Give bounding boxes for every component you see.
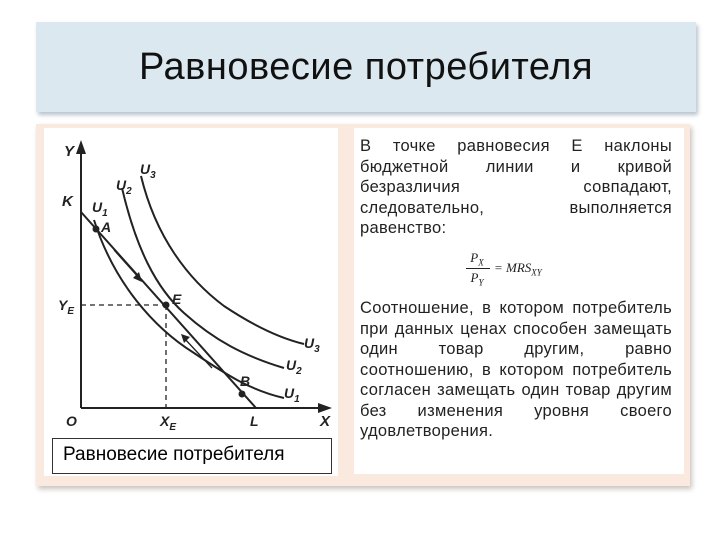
y-axis-arrow xyxy=(76,140,86,154)
title-bar xyxy=(36,22,696,112)
u2-right-label: $U_2$ xyxy=(286,357,302,377)
axis-y-label: Y xyxy=(64,143,75,160)
point-b-label: B xyxy=(240,373,251,389)
point-e-label: E xyxy=(172,291,182,307)
u3-top-label: $U_3$ xyxy=(140,161,156,181)
point-a-marker xyxy=(93,226,100,233)
u1-top-label: $U_1$ xyxy=(92,199,108,219)
paragraph-substitution: Соотношение, в котором потребитель при данных ценах способен замещать один товар другим, равно соотношению, в котором потребитель согласен замещать один товар другим без изменения уровня своего удовлетворения. xyxy=(360,299,672,440)
u1-right-label: $U_1$ xyxy=(284,385,300,405)
ye-label: $Y_E$ xyxy=(58,297,75,317)
point-b-marker xyxy=(239,391,246,398)
xe-label: $X_E$ xyxy=(160,413,177,433)
fraction-bar xyxy=(466,268,490,269)
x-axis-arrow xyxy=(318,403,332,413)
origin-label: O xyxy=(66,413,77,429)
u3-right-label: $U_3$ xyxy=(304,335,320,355)
indifference-curve-figure xyxy=(44,128,338,476)
text-panel xyxy=(354,128,684,474)
figure-svg xyxy=(44,128,338,476)
mrs-formula xyxy=(462,250,602,290)
point-a-label: A xyxy=(101,219,112,235)
paragraph-equilibrium: В точке равновесия Е наклоны бюджетной линии и кривой безразличия совпадают, следовательно, выполняется равенство: xyxy=(360,137,672,237)
point-e-marker xyxy=(163,302,170,309)
slide-title: Равновесие потребителя xyxy=(138,46,594,88)
k-label: K xyxy=(62,193,73,210)
arrow-from-b-head xyxy=(181,334,190,343)
u2-top-label: $U_2$ xyxy=(116,177,132,197)
figure-caption: Равновесие потребителя xyxy=(63,444,285,465)
axis-x-label: X xyxy=(320,413,331,430)
figure-caption-box xyxy=(52,438,332,474)
formula-denominator: $P_Y$ xyxy=(470,270,484,288)
curve-u1 xyxy=(94,220,284,398)
formula-numerator: $P_X$ xyxy=(470,250,484,268)
formula-rhs: = $MRS_{XY}$ xyxy=(494,260,542,278)
l-label: L xyxy=(250,413,259,429)
curve-u2 xyxy=(122,188,284,368)
